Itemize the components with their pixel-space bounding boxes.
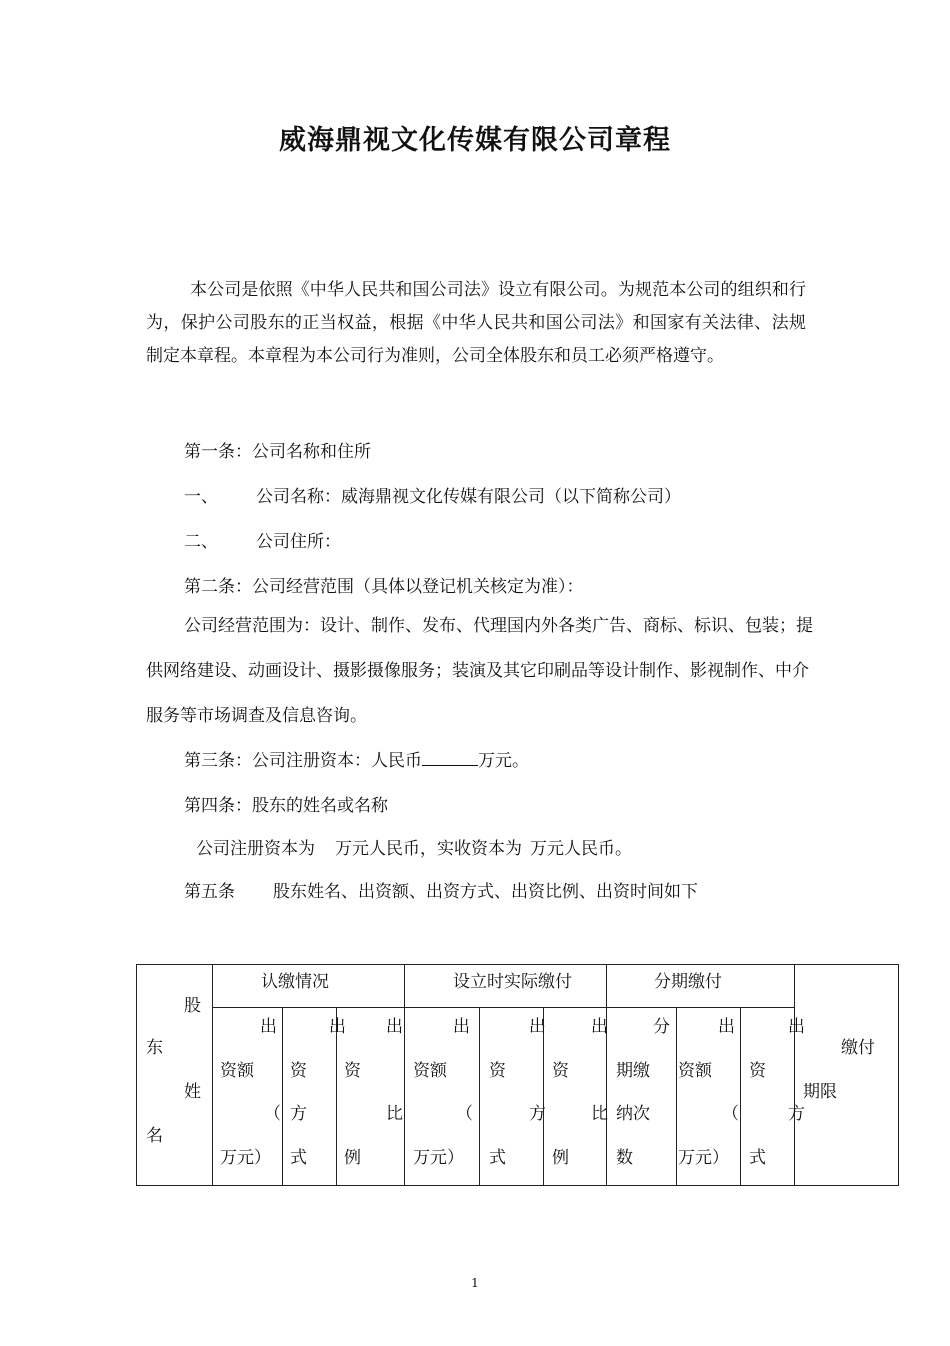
col-line [898, 964, 899, 1186]
header-text: （ [456, 1104, 473, 1124]
group-actual-header: 设立时实际缴付 [453, 972, 572, 992]
page-number: 1 [471, 1276, 479, 1290]
table-group-divider [212, 1007, 794, 1008]
header-text: （ [722, 1104, 739, 1124]
article5-number: 第五条 [184, 882, 235, 902]
col-line [606, 964, 607, 1186]
col-line [212, 964, 213, 1186]
header-text: 资额 [220, 1061, 254, 1081]
col-line [740, 1007, 741, 1186]
header-text: 万元） [413, 1148, 464, 1168]
header-text: 缴付 [841, 1038, 875, 1058]
article3-line [184, 746, 529, 771]
article1-item2 [184, 527, 341, 552]
article4-heading: 第四条：股东的姓名或名称 [184, 796, 388, 816]
article5-text: 股东姓名、出资额、出资方式、出资比例、出资时间如下 [273, 882, 698, 902]
table-border-bottom [136, 1185, 899, 1186]
group-installment-header: 分期缴付 [654, 972, 722, 992]
header-text: 资 [290, 1061, 307, 1081]
article2-heading: 第二条：公司经营范围（具体以登记机关核定为准）： [184, 577, 584, 597]
header-text: 出 [260, 1017, 277, 1037]
col-line [479, 1007, 480, 1186]
article1-heading: 第一条：公司名称和住所 [184, 442, 371, 462]
capital-blank [422, 751, 478, 766]
header-text: 分 [653, 1017, 670, 1037]
document-title: 威海鼎视文化传媒有限公司章程 [279, 125, 671, 156]
header-text: 出 [591, 1017, 608, 1037]
header-text: 式 [749, 1148, 766, 1168]
article1-item1 [184, 482, 681, 507]
shareholder-header-char: 名 [146, 1126, 163, 1146]
capital-part-c: 万元人民币。 [530, 839, 632, 859]
col-line [404, 964, 405, 1186]
header-text: 方 [788, 1104, 805, 1124]
capital-part-b: 万元人民币，实收资本为 [335, 839, 522, 859]
header-text: 资 [749, 1061, 766, 1081]
header-text: 式 [489, 1148, 506, 1168]
header-text: 出 [386, 1017, 403, 1037]
table-border-top [136, 964, 899, 965]
business-scope-paragraph: 公司经营范围为：设计、制作、发布、代理国内外各类广告、商标、标识、包装；提供网络建设、动画设计、摄影摄像服务；装演及其它印刷品等设计制作、影视制作、中介服务等市场调查及信息咨询。 [146, 616, 813, 726]
header-text: 例 [552, 1148, 569, 1168]
header-text: 比 [591, 1104, 608, 1124]
header-text: 资 [489, 1061, 506, 1081]
item2-number: 二、 [184, 532, 218, 552]
header-text: 出 [529, 1017, 546, 1037]
header-text: 资 [344, 1061, 361, 1081]
header-text: 纳次 [616, 1104, 650, 1124]
header-text: 万元） [678, 1148, 729, 1168]
header-text: 期限 [803, 1082, 837, 1102]
header-text: 资额 [678, 1061, 712, 1081]
article3-suffix: 万元。 [478, 751, 529, 771]
header-text: 万元） [220, 1148, 271, 1168]
header-text: 出 [788, 1017, 805, 1037]
item2-text: 公司住所： [256, 532, 341, 552]
header-text: 数 [616, 1148, 633, 1168]
header-text: 式 [290, 1148, 307, 1168]
item1-number: 一、 [184, 487, 218, 507]
header-text: （ [264, 1104, 281, 1124]
header-text: 出 [718, 1017, 735, 1037]
intro-paragraph: 本公司是依照《中华人民共和国公司法》设立有限公司。为规范本公司的组织和行为，保护公司股东的正当权益，根据《中华人民共和国公司法》和国家有关法律、法规制定本章程。本章程为本公司行为准则，公司全体股东和员工必须严格遵守。 [146, 280, 806, 366]
header-text: 例 [344, 1148, 361, 1168]
item1-text: 公司名称：威海鼎视文化传媒有限公司（以下简称公司） [256, 487, 681, 507]
article3-prefix: 第三条：公司注册资本：人民币 [184, 751, 422, 771]
header-text: 出 [453, 1017, 470, 1037]
group-subscribed-header: 认缴情况 [261, 972, 329, 992]
header-text: 期缴 [616, 1061, 650, 1081]
col-line [676, 1007, 677, 1186]
header-text: 方 [290, 1104, 307, 1124]
shareholder-table [136, 964, 899, 1186]
col-line [282, 1007, 283, 1186]
capital-statement [196, 834, 632, 859]
header-text: 资 [552, 1061, 569, 1081]
header-text: 比 [386, 1104, 403, 1124]
shareholder-header-char: 股 [184, 996, 201, 1016]
capital-part-a: 公司注册资本为 [196, 839, 315, 859]
header-text: 资额 [413, 1061, 447, 1081]
header-text: 出 [329, 1017, 346, 1037]
col-line [136, 964, 137, 1186]
header-text: 方 [529, 1104, 546, 1124]
article5-line [184, 877, 698, 902]
shareholder-header-char: 姓 [184, 1082, 201, 1102]
shareholder-header-char: 东 [146, 1038, 163, 1058]
col-line [794, 964, 795, 1186]
